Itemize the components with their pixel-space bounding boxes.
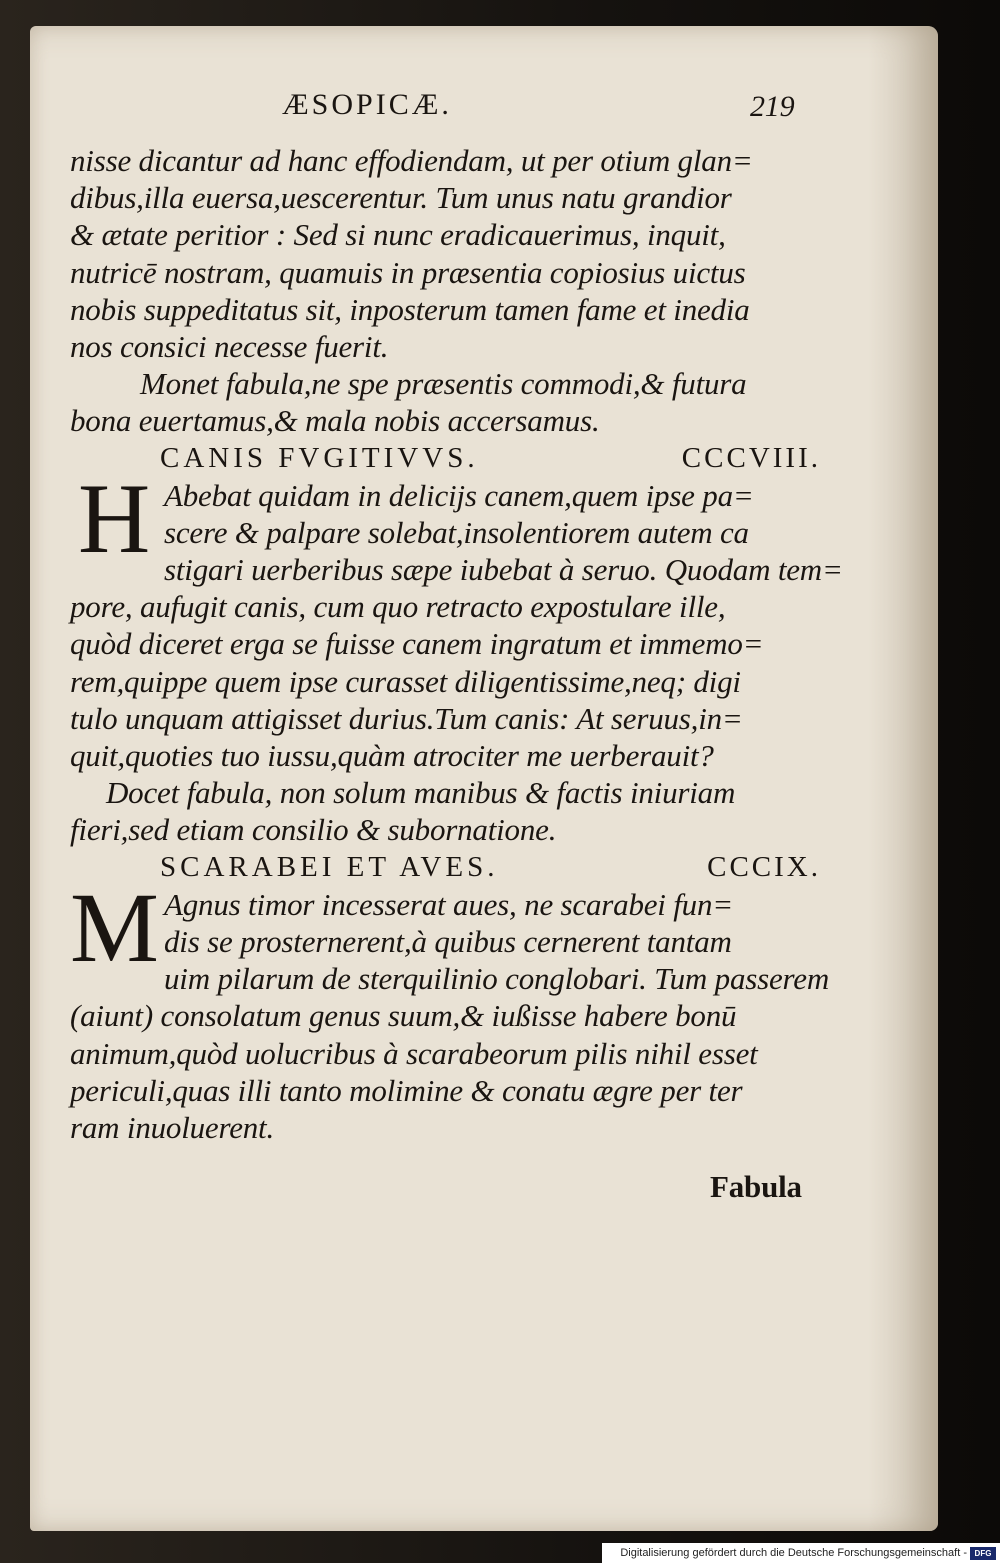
- text-line: tulo unquam attigisset durius.Tum canis: At seruus,in=: [70, 700, 743, 736]
- text-line: fieri,sed etiam consilio & subornatione.: [70, 812, 557, 848]
- drop-cap: H: [77, 462, 151, 574]
- text-line: uim pilarum de sterquilinio conglobari. Tum passerem: [164, 961, 830, 997]
- credit-text: Digitalisierung gefördert durch die Deutsche Forschungsgemeinschaft -: [620, 1547, 967, 1559]
- paragraph-1: [70, 142, 815, 365]
- text-line: Monet fabula,ne spe præsentis commodi,& futura: [140, 366, 747, 402]
- text-line: periculi,quas illi tanto molimine & conatu ægre per ter: [70, 1072, 743, 1108]
- text-line: ram inuoluerent.: [70, 1109, 275, 1145]
- fable-body-scarabei: [70, 871, 830, 1146]
- text-line: rem,quippe quem ipse curasset diligentissime,neq; digi: [70, 663, 741, 699]
- text-line: nos consici necesse fuerit.: [70, 328, 389, 364]
- running-header: [70, 86, 815, 122]
- moral-1: [70, 365, 815, 439]
- text-line: Abebat quidam in delicijs canem,quem ipse pa=: [164, 477, 754, 513]
- text-line: pore, aufugit canis, cum quo retracto expostulare ille,: [70, 589, 726, 625]
- text-line: & ætate peritior : Sed si nunc eradicauerimus, inquit,: [70, 217, 726, 253]
- dfg-logo: DFG: [970, 1547, 996, 1560]
- fable-title: SCARABEI ET AVES.: [160, 850, 499, 883]
- text-line: quòd diceret erga se fuisse canem ingratum et immemo=: [70, 626, 764, 662]
- drop-cap: M: [70, 871, 159, 983]
- text-line: dis se prosternerent,à quibus cernerent tantam: [164, 923, 732, 959]
- text-line: nobis suppeditatus sit, inposterum tamen fame et inedia: [70, 291, 750, 327]
- fable-number: CCCVIII.: [681, 441, 821, 474]
- fable-title: CANIS FVGITIVVS.: [160, 441, 479, 474]
- page-text-block: [70, 88, 843, 1206]
- text-line: Agnus timor incesserat aues, ne scarabei fun=: [164, 886, 733, 922]
- digitization-credit: [602, 1543, 1000, 1563]
- text-line: animum,quòd uolucribus à scarabeorum pilis nihil esset: [70, 1035, 758, 1071]
- catchword-row: [70, 1146, 815, 1206]
- fable-heading-scarabei: [70, 849, 821, 886]
- text-line: quit,quoties tuo iussu,quàm atrociter me uerberauit?: [70, 738, 714, 773]
- text-line: nisse dicantur ad hanc effodiendam, ut per otium glan=: [70, 143, 753, 178]
- text-line: bona euertamus,& mala nobis accersamus.: [70, 403, 600, 439]
- running-title: ÆSOPICÆ.: [282, 88, 452, 121]
- text-line: dibus,illa euersa,uescerentur. Tum unus natu grandior: [70, 180, 732, 216]
- text-line: nutricē nostram, quamuis in præsentia copiosius uictus: [70, 254, 746, 290]
- page-number: 219: [750, 90, 795, 123]
- catchword: Fabula: [710, 1169, 802, 1205]
- fable-heading-canis: [70, 440, 821, 477]
- page-gutter-shade: [868, 26, 938, 1531]
- text-line: stigari uerberibus sæpe iubebat à seruo. Quodam tem=: [164, 552, 843, 588]
- text-line: scere & palpare solebat,insolentiorem autem ca: [164, 514, 749, 550]
- text-line: (aiunt) consolatum genus suum,& iußisse habere bonū: [70, 998, 737, 1034]
- fable-number: CCCIX.: [707, 850, 821, 883]
- fable-body-canis: [70, 462, 843, 849]
- text-line: Docet fabula, non solum manibus & factis iniuriam: [106, 775, 736, 811]
- book-page: [30, 26, 938, 1531]
